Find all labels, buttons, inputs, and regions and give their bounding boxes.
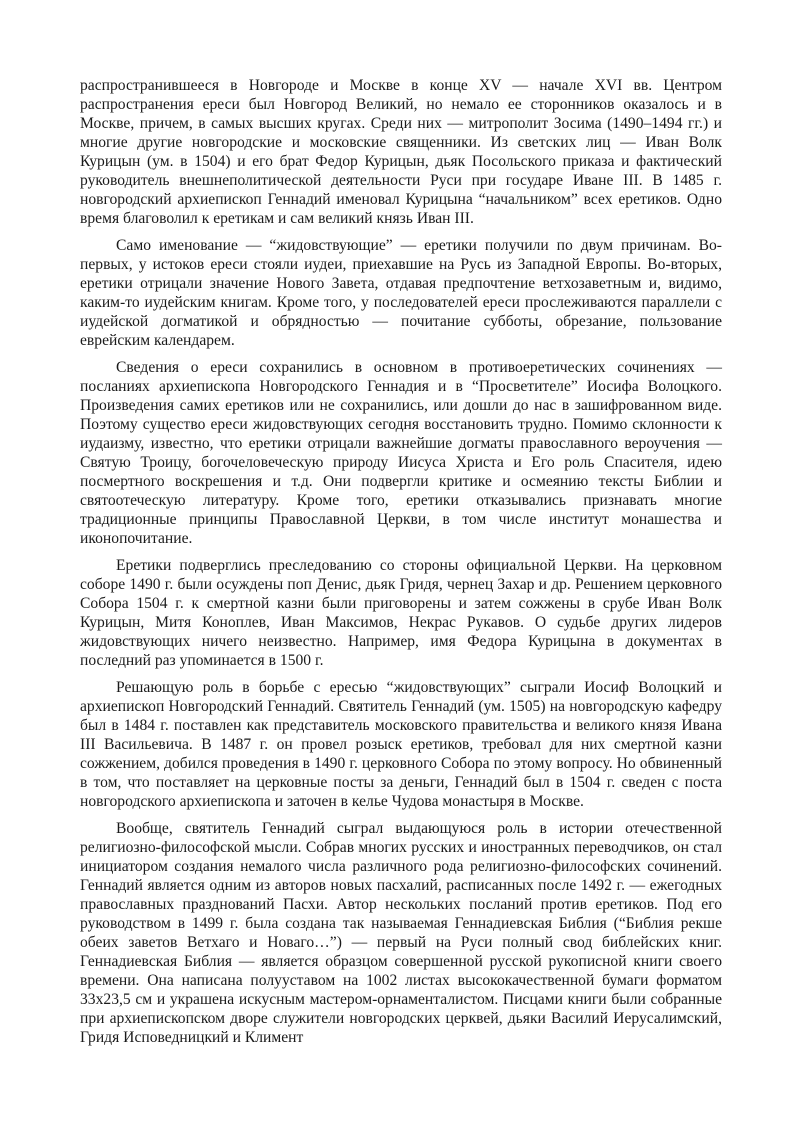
- paragraph-naming: Само именование — “жидовствующие” — еретики получили по двум причинам. Во-первых, у истоков ереси стояли иудеи, приехавшие на Русь из Западной Европы. Во-вторых, еретики отрицали значение Нового Завета, отдавая предпочтение ветхозаветным и, видимо, каким-то иудейским книгам. Кроме того, у последователей ереси прослеживаются параллели с иудейской догматикой и обрядностью — почитание субботы, обрезание, пользование еврейским календарем.: [80, 237, 722, 349]
- paragraph-decisive-role: Решающую роль в борьбе с ересью “жидовствующих” сыграли Иосиф Волоцкий и архиепископ Новгородский Геннадий. Святитель Геннадий (ум. 1505) на новгородскую кафедру был в 1484 г. поставлен как представитель московского правительства и великого князя Ивана III Васильевича. В 1487 г. он провел розыск еретиков, требовал для них смертной казни сожжением, добился проведения в 1490 г. церковного Собора по этому вопросу. Но обвиненный в том, что поставляет на церковные посты за деньги, Геннадий был в 1504 г. сведен с поста новгородского архиепископа и заточен в келье Чудова монастыря в Москве.: [80, 679, 722, 810]
- paragraph-continuation: распространившееся в Новгороде и Москве в конце XV — начале XVI вв. Центром распространения ереси был Новгород Великий, но немало ее сторонников оказалось и в Москве, причем, в самых высших кругах. Среди них — митрополит Зосима (1490–1494 гг.) и многие другие новгородские и московские священники. Из светских лиц — Иван Волк Курицын (ум. в 1504) и его брат Федор Курицын, дьяк Посольского приказа и фактический руководитель внешнеполитической деятельности Руси при государе Иване III. В 1485 г. новгородский архиепископ Геннадий именовал Курицына “начальником” всех еретиков. Одно время благоволил к еретикам и сам великий князь Иван III.: [80, 77, 722, 227]
- paragraph-sources: Сведения о ереси сохранились в основном в противоеретических сочинениях — посланиях архиепископа Новгородского Геннадия и в “Просветителе” Иосифа Волоцкого. Произведения самих еретиков или не сохранились, или дошли до нас в зашифрованном виде. Поэтому существо ереси жидовствующих сегодня восстановить трудно. Помимо склонности к иудаизму, известно, что еретики отрицали важнейшие догматы православного вероучения — Святую Троицу, богочеловеческую природу Иисуса Христа и Его роль Спасителя, идею посмертного воскрешения и т.д. Они подвергли критике и осмеянию тексты Библии и святоотеческую литературу. Кроме того, еретики отказывались признавать многие традиционные принципы Православной Церкви, в том числе институт монашества и иконопочитание.: [80, 359, 722, 547]
- document-page: [80, 76, 722, 1047]
- paragraph-gennady-legacy: Вообще, святитель Геннадий сыграл выдающуюся роль в истории отечественной религиозно-философской мысли. Собрав многих русских и иностранных переводчиков, он стал инициатором создания немалого числа различного рода религиозно-философских сочинений. Геннадий является одним из авторов новых пасхалий, расписанных после 1492 г. — ежегодных православных празднований Пасхи. Автор нескольких посланий против еретиков. Под его руководством в 1499 г. была создана так называемая Геннадиевская Библия (“Библия рекше обеих заветов Ветхаго и Новаго…”) — первый на Руси полный свод библейских книг. Геннадиевская Библия — является образцом совершенной русской рукописной книги своего времени. Она написана полууставом на 1002 листах высококачественной бумаги форматом 33х23,5 см и украшена искусным мастером-орнаменталистом. Писцами книги были собранные при архиепископском дворе служители новгородских церквей, дьяки Василий Иерусалимский, Гридя Исповедницкий и Климент: [80, 820, 722, 1046]
- paragraph-persecution: Еретики подверглись преследованию со стороны официальной Церкви. На церковном соборе 1490 г. были осуждены поп Денис, дьяк Гридя, чернец Захар и др. Решением церковного Собора 1504 г. к смертной казни были приговорены и затем сожжены в срубе Иван Волк Курицын, Митя Коноплев, Иван Максимов, Некрас Рукавов. О судьбе других лидеров жидовствующих ничего неизвестно. Например, имя Федора Курицына в документах в последний раз упоминается в 1500 г.: [80, 557, 722, 669]
